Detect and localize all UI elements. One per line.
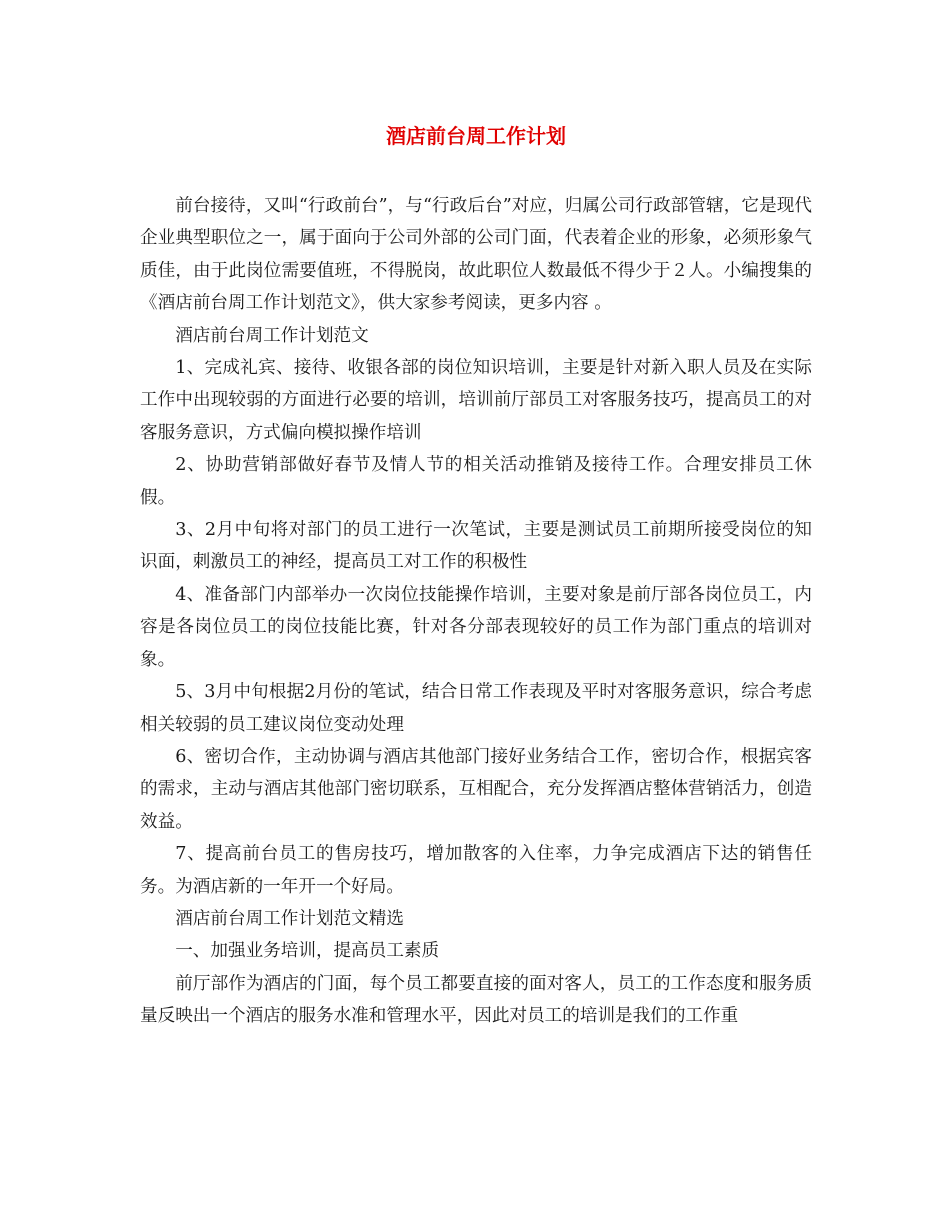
paragraph-item-7: 7、提高前台员工的售房技巧，增加散客的入住率，力争完成酒店下达的销售任务。为酒店新的一年开一个好局。 [140, 844, 812, 897]
document-title: 酒店前台周工作计划 [386, 124, 566, 148]
paragraph-section-heading: 一、加强业务培训，提高员工素质 [175, 941, 440, 962]
paragraph-section-body: 前厅部作为酒店的门面，每个员工都要直接的面对客人，员工的工作态度和服务质量反映出一个酒店的服务水准和管理水平，因此对员工的培训是我们的工作重 [140, 973, 812, 1027]
paragraph-item-6: 6、密切合作，主动协调与酒店其他部门接好业务结合工作，密切合作，根据宾客的需求，主动与酒店其他部门密切联系，互相配合，充分发挥酒店整体营销活力，创造效益。 [140, 746, 812, 832]
paragraph-item-1: 1、完成礼宾、接待、收银各部的岗位知识培训，主要是针对新入职人员及在实际工作中出现较弱的方面进行必要的培训，培训前厅部员工对客服务技巧，提高员工的对客服务意识，方式偏向模拟操作培训 [140, 358, 812, 443]
paragraph-item-4: 4、准备部门内部举办一次岗位技能操作培训，主要对象是前厅部各岗位员工，内容是各岗位员工的岗位技能比赛，针对各分部表现较好的员工作为部门重点的培训对象。 [140, 584, 812, 670]
paragraph-item-5: 5、3月中旬根据2月份的笔试，结合日常工作表现及平时对客服务意识，综合考虑相关较弱的员工建议岗位变动处理 [140, 682, 812, 735]
paragraph-subheading-2: 酒店前台周工作计划范文精选 [175, 908, 404, 929]
document-body [140, 190, 812, 1033]
paragraph-subheading-1: 酒店前台周工作计划范文 [175, 325, 369, 346]
paragraph-item-2: 2、协助营销部做好春节及情人节的相关活动推销及接待工作。合理安排员工休假。 [140, 455, 812, 508]
paragraph-intro: 前台接待，又叫“行政前台”，与“行政后台”对应，归属公司行政部管辖，它是现代企业典型职位之一，属于面向于公司外部的公司门面，代表着企业的形象，必须形象气质佳，由于此岗位需要值班，不得脱岗，故此职位人数最低不得少于２人。小编搜集的《酒店前台周工作计划范文》，供大家参考阅读，更多内容 。 [140, 196, 812, 314]
paragraph-item-3: 3、2月中旬将对部门的员工进行一次笔试，主要是测试员工前期所接受岗位的知识面，刺激员工的神经，提高员工对工作的积极性 [140, 520, 812, 573]
